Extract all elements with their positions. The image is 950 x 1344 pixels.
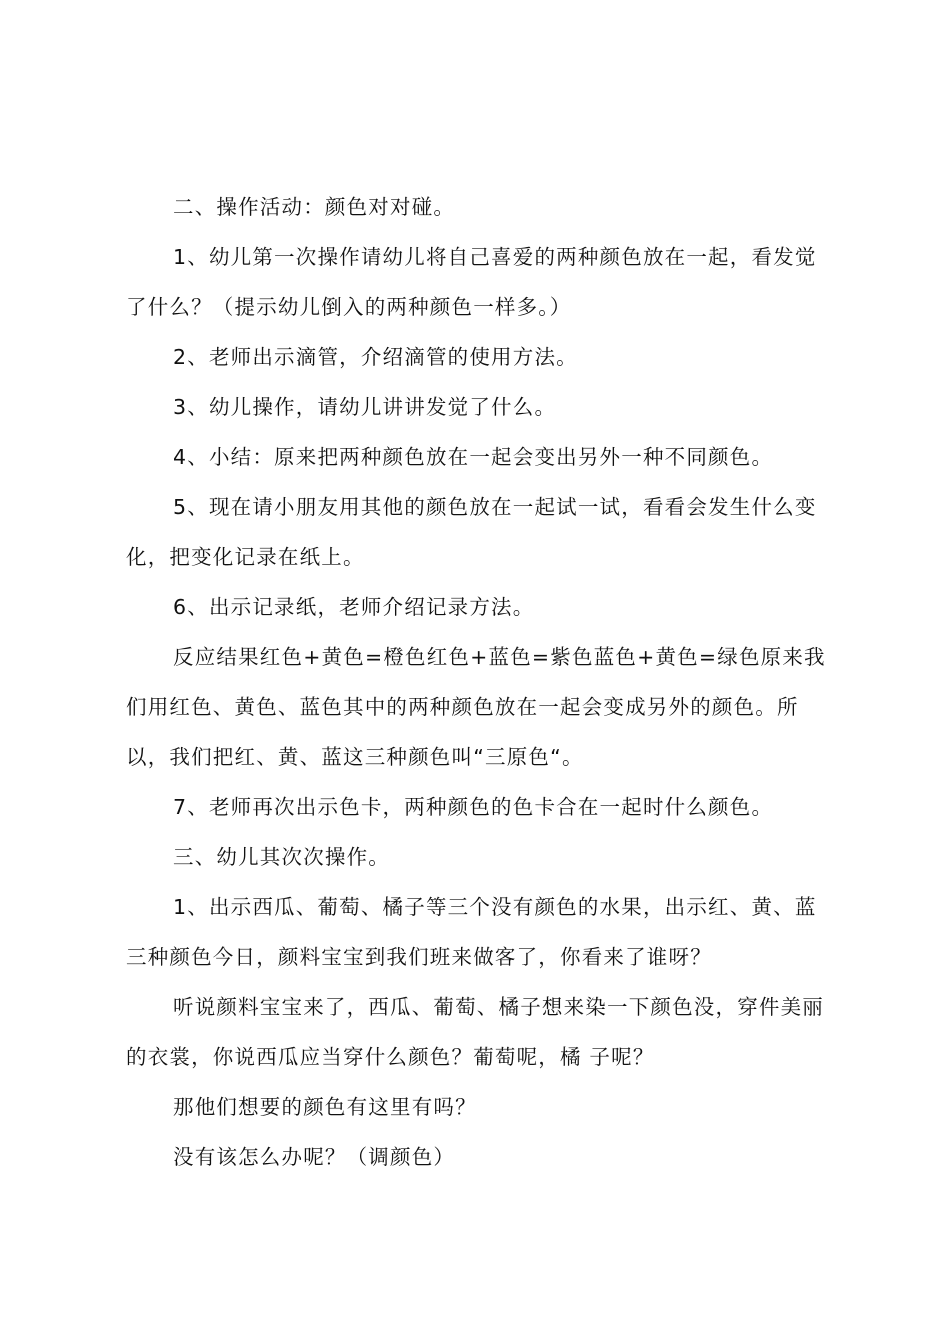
paragraph: 5、现在请小朋友用其他的颜色放在一起试一试，看看会发生什么变化，把变化记录在纸上。	[126, 495, 817, 569]
paragraph: 3、幼儿操作，请幼儿讲讲发觉了什么。	[173, 395, 557, 419]
section-heading-second-operation: 三、幼儿其次次操作。	[173, 845, 390, 869]
paragraph: 6、出示记录纸，老师介绍记录方法。	[173, 595, 535, 619]
paragraph: 反应结果红色+黄色=橙色红色+蓝色=紫色蓝色+黄色=绿色原来我们用红色、黄色、蓝色其中的两种颜色放在一起会变成另外的颜色。所以，我们把红、黄、蓝这三种颜色叫“三原色“。	[126, 645, 826, 769]
paragraph: 1、出示西瓜、葡萄、橘子等三个没有颜色的水果，出示红、黄、蓝三种颜色今日，颜料宝宝到我们班来做客了，你看来了谁呀？	[126, 895, 817, 969]
paragraph: 7、老师再次出示色卡，两种颜色的色卡合在一起时什么颜色。	[173, 795, 774, 819]
paragraph: 2、老师出示滴管，介绍滴管的使用方法。	[173, 345, 578, 369]
paragraph: 那他们想要的颜色有这里有吗？	[173, 1095, 477, 1119]
paragraph: 1、幼儿第一次操作请幼儿将自己喜爱的两种颜色放在一起，看发觉了什么？（提示幼儿倒入的两种颜色一样多。）	[126, 245, 817, 319]
paragraph: 没有该怎么办呢？（调颜色）	[173, 1145, 456, 1169]
paragraph: 听说颜料宝宝来了，西瓜、葡萄、橘子想来染一下颜色没，穿件美丽的衣裳，你说西瓜应当穿什么颜色？葡萄呢，橘 子呢？	[126, 995, 824, 1069]
paragraph: 4、小结：原来把两种颜色放在一起会变出另外一种不同颜色。	[173, 445, 774, 469]
section-heading-operation: 二、操作活动：颜色对对碰。	[173, 195, 456, 219]
